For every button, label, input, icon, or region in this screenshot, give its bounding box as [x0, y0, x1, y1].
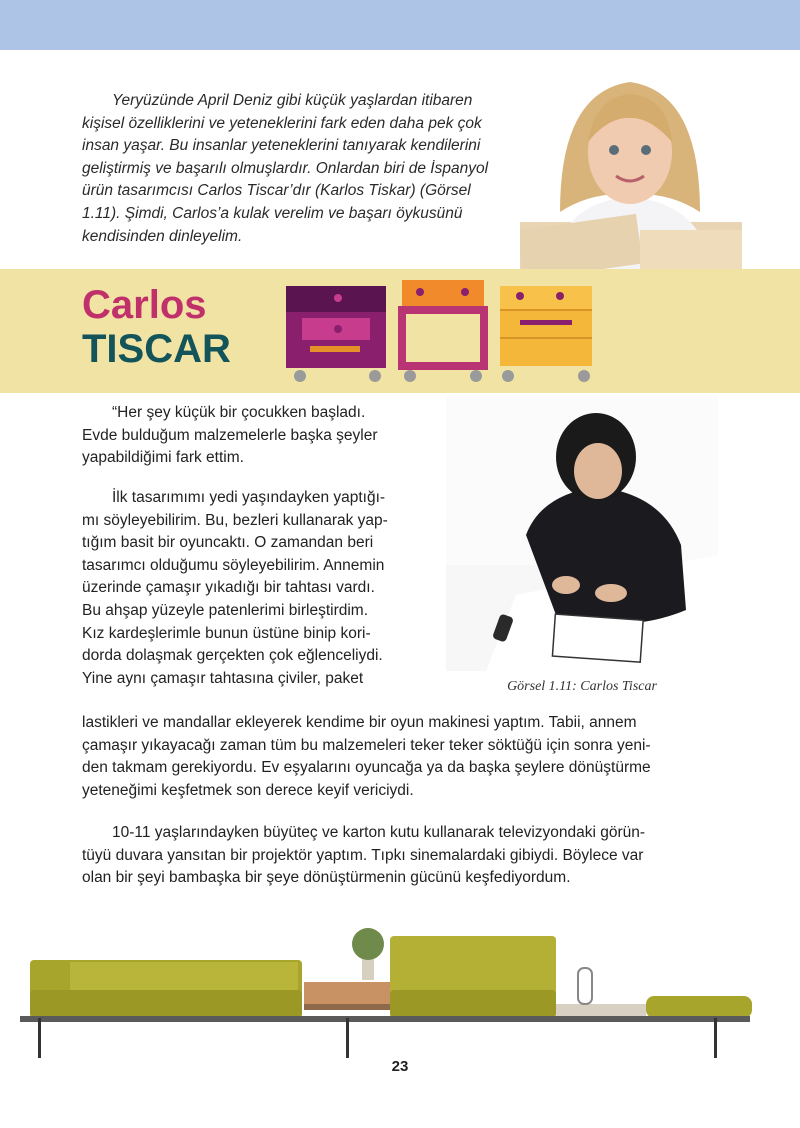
- sofa-illustration: [20, 918, 780, 1063]
- story-line: Bu ahşap yüzeyle patenlerimi birleştirdim.: [82, 601, 369, 619]
- designer-photo: [446, 395, 718, 671]
- story-line: üzerinde çamaşır yıkadığı bir tahtası vardı.: [82, 579, 375, 597]
- intro-line: kişisel özelliklerini ve yeteneklerini fark eden daha pek çok: [82, 114, 482, 132]
- intro-line: kendisinden dinleyelim.: [82, 227, 243, 245]
- story-line: Kız kardeşlerimle bunun üstüne binip kori-: [82, 624, 371, 642]
- story-paragraph-1: [82, 402, 426, 470]
- intro-paragraph: [82, 90, 540, 248]
- story-line: tığım basit bir oyuncaktı. O zamandan beri: [82, 534, 374, 552]
- story-line: olan bir şeyi bambaşka bir şeye dönüştürmenin gücünü keşfediyordum.: [82, 869, 571, 887]
- story-paragraph-2-continued: [82, 712, 718, 802]
- story-line: yeteneğimi keşfetmek son derece keyif vericiydi.: [82, 781, 414, 799]
- title-first-name: Carlos: [82, 283, 207, 327]
- story-line: lastikleri ve mandallar ekleyerek kendime bir oyun makinesi yaptım. Tabii, annem: [82, 714, 637, 731]
- title-last-name: TISCAR: [82, 327, 231, 371]
- girl-illustration: [520, 72, 742, 272]
- story-line: “Her şey küçük bir çocukken başladı.: [112, 404, 366, 421]
- top-color-bar: [0, 0, 800, 50]
- story-line: Yine aynı çamaşır tahtasına çiviler, paket: [82, 669, 364, 687]
- story-line: tüyü duvara yansıtan bir projektör yaptım. Tıpkı sinemalardaki gibiydi. Böylece var: [82, 846, 644, 864]
- story-line: mı söyleyebilirim. Bu, bezleri kullanarak yap-: [82, 511, 388, 529]
- photo-caption: Görsel 1.11: Carlos Tiscar: [507, 679, 657, 694]
- story-line: tasarımcı olduğumu söyleyebilirim. Annemin: [82, 556, 385, 574]
- intro-line: ürün tasarımcısı Carlos Tiscar’dır (Karlos Tiskar) (Görsel: [82, 182, 471, 200]
- intro-line: 1.11). Şimdi, Carlos’a kulak verelim ve başarı öykusünü: [82, 204, 463, 222]
- intro-line: insan yaşar. Bu insanlar yeteneklerini tanıyarak kendilerini: [82, 137, 481, 155]
- story-line: dorda dolaşmak gerçekten çok eğlenceliydi.: [82, 647, 383, 665]
- story-paragraph-2: [82, 487, 426, 690]
- story-line: Evde bulduğum malzemelerle başka şeyler: [82, 426, 378, 444]
- story-line: İlk tasarımımı yedi yaşındayken yaptığı-: [112, 489, 386, 506]
- story-line: yapabildiğimi fark ettim.: [82, 449, 244, 467]
- page-number: 23: [391, 1058, 409, 1075]
- furniture-illustration: [280, 276, 600, 388]
- story-paragraph-3: [82, 822, 718, 890]
- story-line: den takmam gerekiyordu. Ev eşyalarını oyuncağa ya da başka şeylere dönüştürme: [82, 759, 651, 777]
- story-line: 10-11 yaşlarındayken büyüteç ve karton kutu kullanarak televizyondaki görün-: [112, 824, 646, 841]
- story-line: çamaşır yıkayacağı zaman tüm bu malzemeleri teker teker söktüğü için sonra yeni-: [82, 736, 651, 754]
- intro-line: geliştirmiş ve başarılı olmuşlardır. Onlardan biri de İspanyol: [82, 159, 489, 177]
- intro-line: Yeryüzünde April Deniz gibi küçük yaşlardan itibaren: [112, 92, 473, 109]
